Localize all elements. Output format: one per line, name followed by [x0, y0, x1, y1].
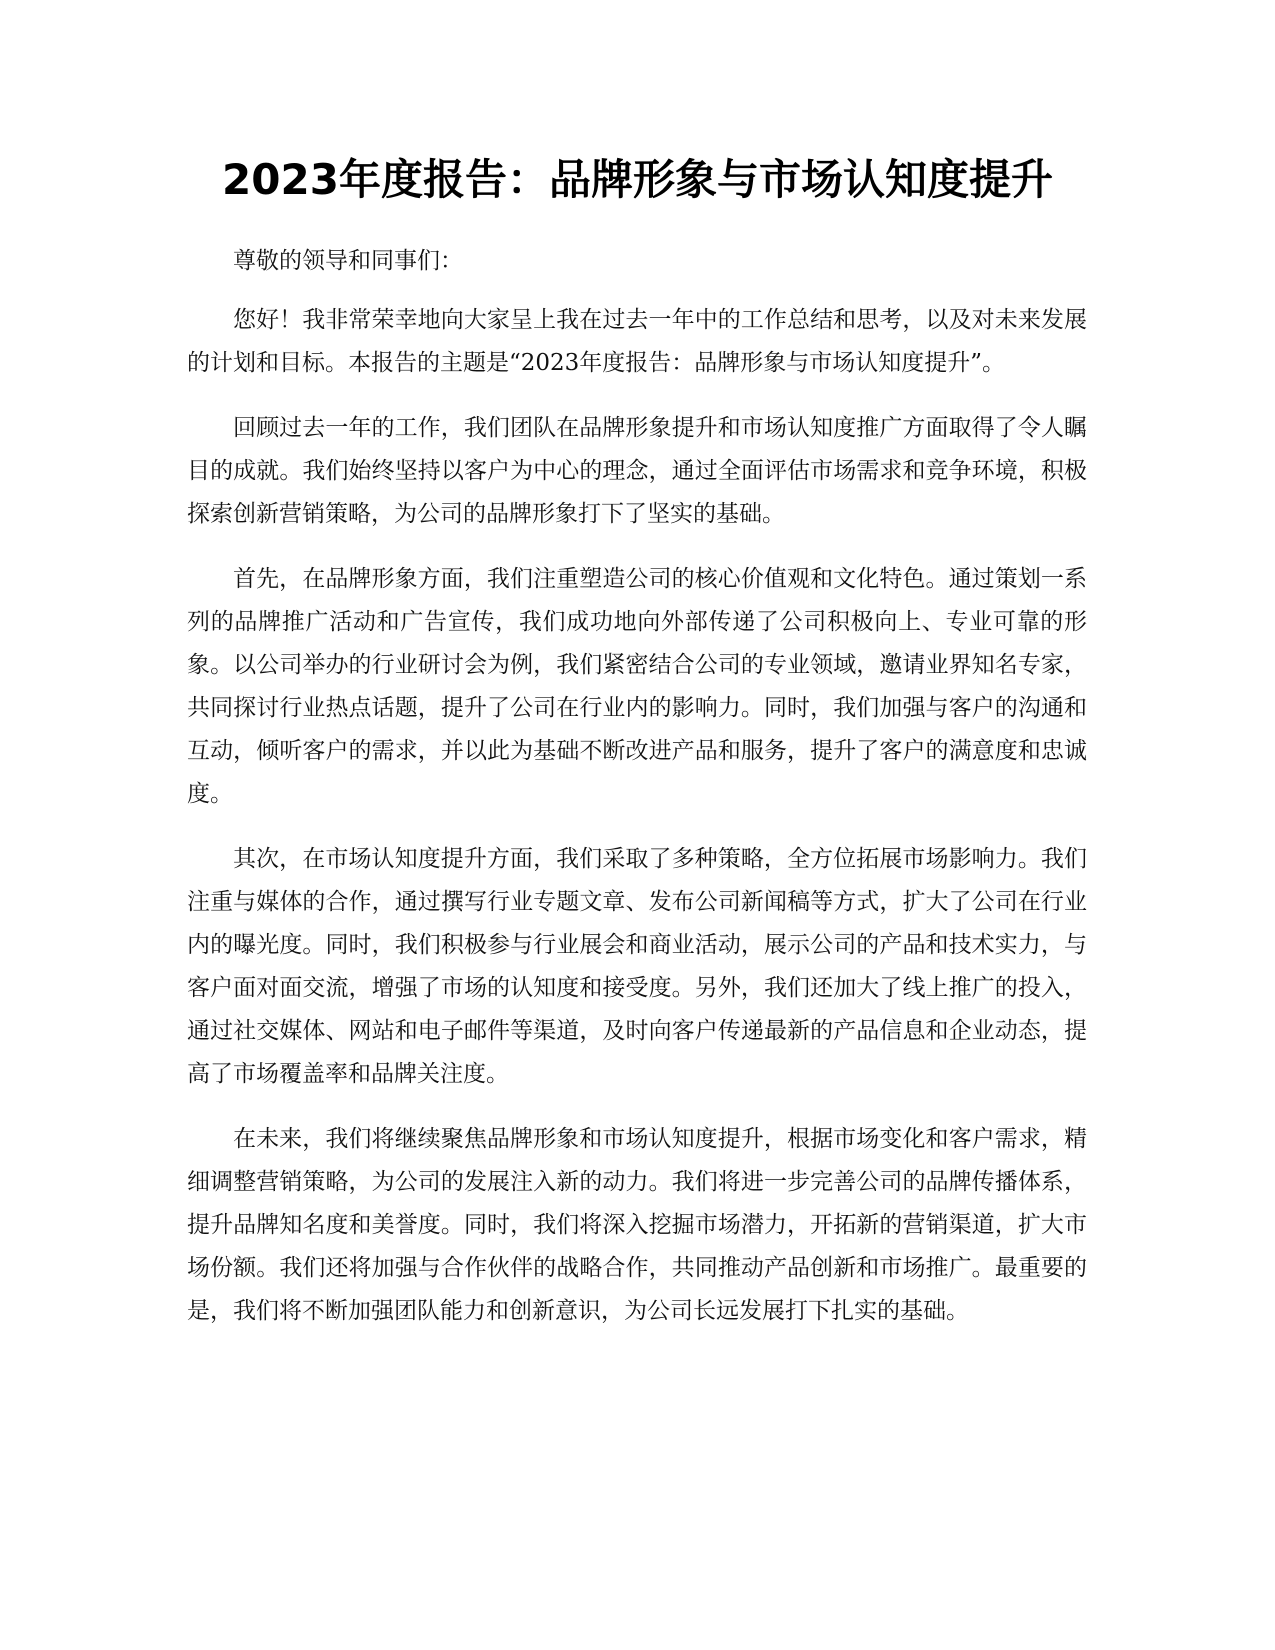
paragraph-review: 回顾过去一年的工作，我们团队在品牌形象提升和市场认知度推广方面取得了令人瞩目的成就。我们始终坚持以客户为中心的理念，通过全面评估市场需求和竞争环境，积极探索创新营销策略，为公司的品牌形象打下了坚实的基础。	[187, 415, 1087, 527]
paragraph-market-awareness: 其次，在市场认知度提升方面，我们采取了多种策略，全方位拓展市场影响力。我们注重与媒体的合作，通过撰写行业专题文章、发布公司新闻稿等方式，扩大了公司在行业内的曝光度。同时，我们积极参与行业展会和商业活动，展示公司的产品和技术实力，与客户面对面交流，增强了市场的认知度和接受度。另外，我们还加大了线上推广的投入，通过社交媒体、网站和电子邮件等渠道，及时向客户传递最新的产品信息和企业动态，提高了市场覆盖率和品牌关注度。	[187, 846, 1087, 1087]
paragraph-greeting: 您好！我非常荣幸地向大家呈上我在过去一年中的工作总结和思考，以及对未来发展的计划和目标。本报告的主题是“2023年度报告：品牌形象与市场认知度提升”。	[187, 307, 1087, 376]
paragraph-future-plan: 在未来，我们将继续聚焦品牌形象和市场认知度提升，根据市场变化和客户需求，精细调整营销策略，为公司的发展注入新的动力。我们将进一步完善公司的品牌传播体系，提升品牌知名度和美誉度。同时，我们将深入挖掘市场潜力，开拓新的营销渠道，扩大市场份额。我们还将加强与合作伙伴的战略合作，共同推动产品创新和市场推广。最重要的是，我们将不断加强团队能力和创新意识，为公司长远发展打下扎实的基础。	[187, 1126, 1087, 1324]
salutation: 尊敬的领导和同事们：	[233, 248, 463, 274]
document-title: 2023年度报告：品牌形象与市场认知度提升	[222, 155, 1053, 204]
paragraph-brand-image: 首先，在品牌形象方面，我们注重塑造公司的核心价值观和文化特色。通过策划一系列的品牌推广活动和广告宣传，我们成功地向外部传递了公司积极向上、专业可靠的形象。以公司举办的行业研讨会为例，我们紧密结合公司的专业领域，邀请业界知名专家，共同探讨行业热点话题，提升了公司在行业内的影响力。同时，我们加强与客户的沟通和互动，倾听客户的需求，并以此为基础不断改进产品和服务，提升了客户的满意度和忠诚度。	[187, 566, 1087, 807]
document-body	[187, 240, 1087, 1355]
